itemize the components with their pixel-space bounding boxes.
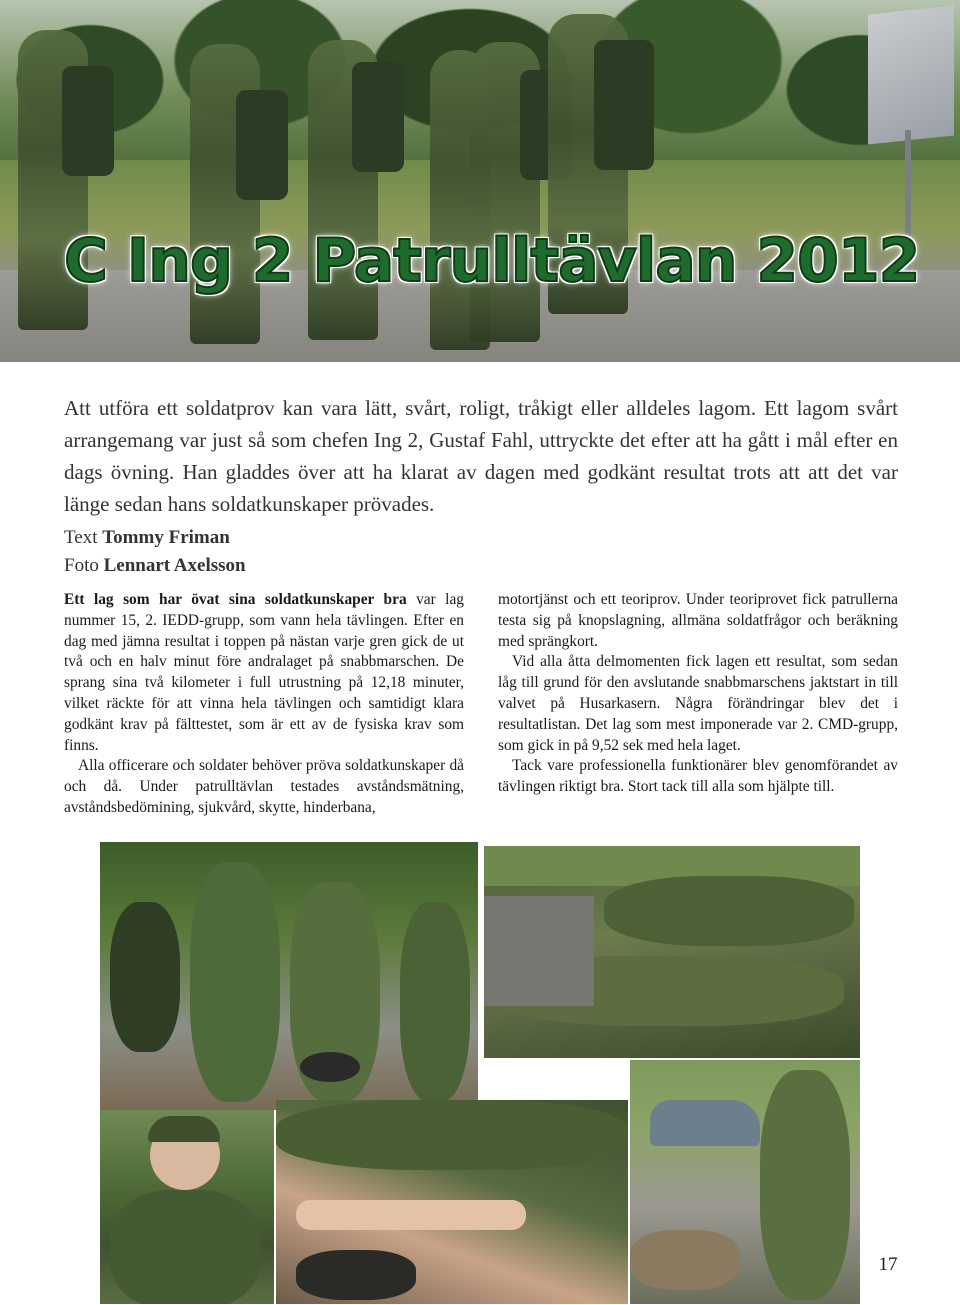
body-paragraph: Vid alla åtta delmomenten fick lagen ett resultat, som sedan låg till grund för den avslutande snabbmarschens jaktstart in till valvet på Husarkasern. Några förändringar blev det i resultatlistan. Det lag som mest imponerade var 2. CMD-grupp, som gick in på 9,52 sek med hela laget. xyxy=(498,653,898,754)
photo-figure xyxy=(190,862,280,1102)
photo-figure xyxy=(604,876,854,946)
photo-car xyxy=(650,1100,760,1146)
road-sign xyxy=(868,5,954,144)
body-paragraph: motortjänst och ett teoriprov. Under teoriprovet fick patrullerna testa sig på knopslagning, allmäna soldatfrågor och beräkning med sprängkort. xyxy=(498,591,898,650)
article-title: C Ing 2 Patrulltävlan 2012 xyxy=(64,226,920,296)
photo-soldier-cap xyxy=(100,1110,274,1304)
photo-figure xyxy=(110,1190,260,1304)
page-number: 17 xyxy=(864,1248,912,1282)
photo-figure xyxy=(400,902,470,1102)
photo-credit-label: Foto xyxy=(64,555,99,576)
text-credit xyxy=(64,527,230,549)
photo-leg xyxy=(296,1200,526,1230)
photo-tire xyxy=(300,1052,360,1082)
photo-figure xyxy=(110,902,180,1052)
photo-figure xyxy=(276,1100,628,1170)
photo-equipment xyxy=(630,1230,740,1290)
hero-backpack xyxy=(62,66,114,176)
hero-backpack xyxy=(236,90,288,200)
body-paragraph: Alla officerare och soldater behöver pröva soldatkunskaper då och då. Under patrulltävlan testades avståndsmätning, avståndsbedömining, sjukvård, skytte, hinderbana, xyxy=(64,757,464,816)
photo-cap xyxy=(148,1116,220,1142)
body-paragraph: Tack vare professionella funktionärer blev genomförandet av tävlingen riktigt bra. Stort tack till alla som hjälpte till. xyxy=(498,757,898,796)
photo-credit-author: Lennart Axelsson xyxy=(103,555,246,576)
body-paragraph-text: var lag nummer 15, 2. IEDD-grupp, som vann hela tävlingen. Efter en dag med jämna resultat i toppen på nästan varje gren gick de ut två och en halv minut före andralaget på snabbmarschen. De sprang sina två kilometer i full utrustning på 12,18 minuter, vilket räckte för att vinna hela tävlingen och samtidigt klara godkänt krav på fälttestet, som är ett av de fysiska krav som finns. xyxy=(64,591,464,754)
body-column-left xyxy=(64,590,464,819)
photo-boot xyxy=(296,1250,416,1300)
photo-soldier-car xyxy=(630,1060,860,1304)
photo-medical-care xyxy=(276,1100,628,1304)
body-column-right xyxy=(498,590,898,798)
body-intro-bold: Ett lag som har övat sina soldatkunskaper bra xyxy=(64,591,407,608)
photo-knot-tying xyxy=(100,842,478,1110)
hero-backpack xyxy=(594,40,654,170)
photo-credit xyxy=(64,555,246,577)
article-lead: Att utföra ett soldatprov kan vara lätt, svårt, roligt, tråkigt eller alldeles lagom. Ett lagom svårt arrangemang var just så som chefen Ing 2, Gustaf Fahl, uttryckte det efter att ha gått i mål efter en dags övning. Han gladdes över att ha klarat av dagen med godkänt resultat trots att att det var länge sedan hans soldatkunskaper prövades. xyxy=(64,396,898,516)
hero-backpack xyxy=(352,62,404,172)
photo-resting-soldiers xyxy=(484,846,860,1058)
body-paragraph xyxy=(64,590,464,756)
photo-road xyxy=(484,896,594,1006)
photo-figure xyxy=(760,1070,850,1300)
text-credit-author: Tommy Friman xyxy=(102,527,230,548)
text-credit-label: Text xyxy=(64,527,98,548)
hero-photo xyxy=(0,0,960,362)
